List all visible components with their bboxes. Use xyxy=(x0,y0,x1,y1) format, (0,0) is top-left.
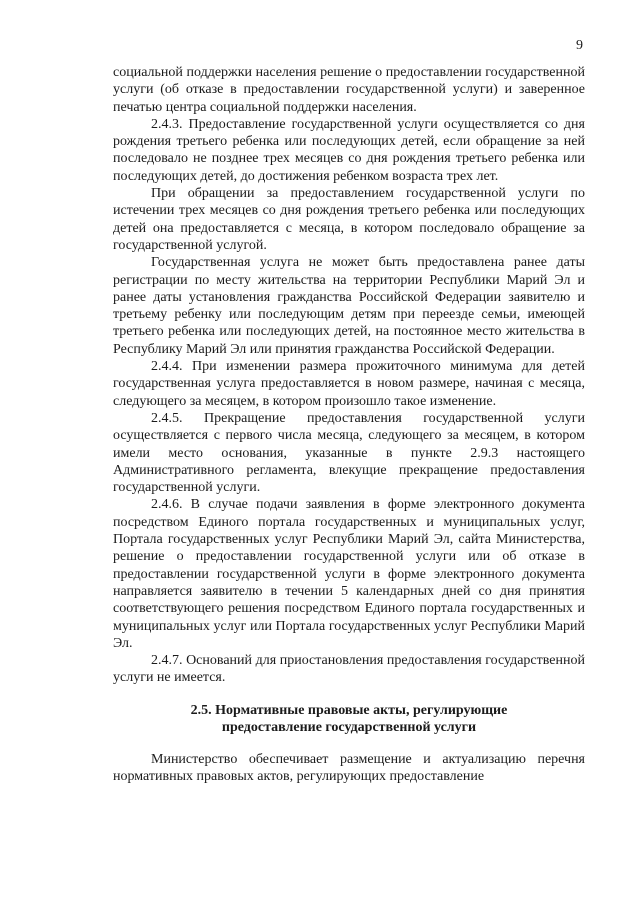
paragraph-2-4-7: 2.4.7. Оснований для приостановления предоставления государственной услуги не имеется. xyxy=(113,653,585,686)
paragraph-ministry: Министерство обеспечивает размещение и актуализацию перечня нормативных правовых актов, регулирующих предоставление xyxy=(113,751,585,784)
document-body xyxy=(113,64,585,785)
paragraph-registration: Государственная услуга не может быть предоставлена ранее даты регистрации по месту жительства на территории Республики Марий Эл и ранее даты установления гражданства Российской Федерации заявителю и третьему ребенку или последующим детям при переезде семьи, имеющей третьего ребенка или последующих детей, на постоянное место жительства в Республику Марий Эл или принятия гражданства Российской Федерации. xyxy=(113,255,585,357)
section-heading-line-2: предоставление государственной услуги xyxy=(221,720,477,736)
section-heading-line-1: 2.5. Нормативные правовые акты, регулирующие xyxy=(190,702,508,718)
paragraph-2-4-6: 2.4.6. В случае подачи заявления в форме электронного документа посредством Единого портала государственных и муниципальных услуг, Портала государственных услуг Республики Марий Эл, сайта Министерства, решение о предоставлении государственной услуги или об отказе в предоставлении государственной услуги в форме электронного документа направляется заявителю в течении 5 календарных дней со дня принятия соответствующего решения посредством Единого портала государственных и муниципальных услуг или Портала государственных услуг Республики Марий Эл. xyxy=(113,497,585,651)
section-heading-2-5 xyxy=(113,702,585,737)
paragraph-2-4-5: 2.4.5. Прекращение предоставления государственной услуги осуществляется с первого числа месяца, следующего за месяцем, в котором имели место основания, указанные в пункте 2.9.3 настоящего Административного регламента, влекущие прекращение предоставления государственной услуги. xyxy=(113,410,585,496)
paragraph-continuation: социальной поддержки населения решение о предоставлении государственной услуги (об отказе в предоставлении государственной услуги) и заверенное печатью центра социальной поддержки населения. xyxy=(113,65,585,115)
paragraph-2-4-4: 2.4.4. При изменении размера прожиточного минимума для детей государственная услуга предоставляется в новом размере, начиная с месяца, следующего за месяцем, в котором произошло такое изменение. xyxy=(113,359,585,409)
paragraph-appeal-after-three-months: При обращении за предоставлением государственной услуги по истечении трех месяцев со дня рождения третьего ребенка или последующих детей она предоставляется с месяца, в котором последовало обращение за государственной услугой. xyxy=(113,186,585,253)
paragraph-2-4-3: 2.4.3. Предоставление государственной услуги осуществляется со дня рождения третьего ребенка или последующих детей, если обращение за ней последовало не позднее трех месяцев со дня рождения третьего ребенка или последующих детей, до достижения ребенком возраста трех лет. xyxy=(113,116,585,184)
page-number: 9 xyxy=(576,38,583,53)
